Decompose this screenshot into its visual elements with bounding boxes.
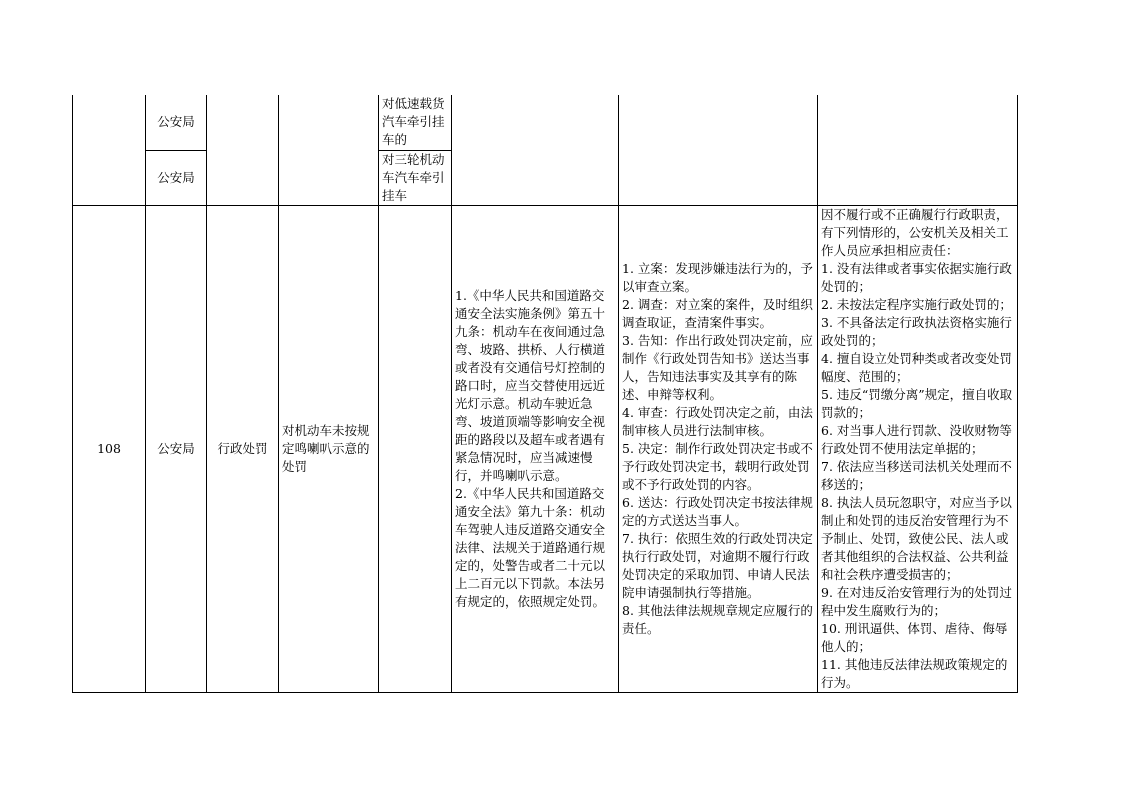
accountability-item: 11. 其他违反法律法规政策规定的行为。 — [821, 656, 1008, 690]
item-name-cell — [279, 95, 379, 205]
responsibility-item: 4. 审查：行政处罚决定之前，由法制审核人员进行法制审核。 — [622, 404, 813, 438]
accountability-item: 6. 对当事人进行罚款、没收财物等行政处罚不使用法定单据的； — [821, 422, 1012, 456]
basis-cell — [452, 95, 619, 205]
accountability-item: 5. 违反“罚缴分离”规定，擅自收取罚款的； — [821, 386, 1013, 420]
responsibility-cell — [619, 95, 818, 205]
basis-paragraph: 1.《中华人民共和国道路交通安全法实施条例》第五十九条：机动车在夜间通过急弯、坡路、拱桥、人行横道或者没有交通信号灯控制的路口时，应当交替使用远近光灯示意。机动车驶近急弯、坡道顶端等影响安全视距的路段以及超车或者遇有紧急情况时，应当减速慢行，并鸣喇叭示意。 — [455, 287, 606, 483]
category-cell — [207, 95, 279, 205]
responsibility-item: 5. 决定：制作行政处罚决定书或不予行政处罚决定书，载明行政处罚或不予行政处罚的内容。 — [622, 440, 813, 492]
table-row — [73, 95, 1018, 150]
accountability-item: 4. 擅自设立处罚种类或者改变处罚幅度、范围的； — [821, 350, 1012, 384]
number-cell — [73, 95, 146, 205]
responsibility-item: 7. 执行：依照生效的行政处罚决定执行行政处罚，对逾期不履行行政处罚决定的采取加罚、申请人民法院申请强制执行等措施。 — [622, 530, 813, 600]
number-cell: 108 — [73, 205, 146, 692]
responsibility-item: 6. 送达：行政处罚决定书按法律规定的方式送达当事人。 — [622, 494, 813, 528]
accountability-item: 3. 不具备法定行政执法资格实施行政处罚的； — [821, 314, 1012, 348]
accountability-item: 1. 没有法律或者事实依据实施行政处罚的； — [821, 260, 1012, 294]
sub-item-cell: 对低速载货汽车牵引挂车的 — [379, 95, 452, 150]
responsibility-cell — [619, 205, 818, 692]
accountability-item: 8. 执法人员玩忽职守，对应当予以制止和处罚的违反治安管理行为不予制止、处罚，致使公民、法人或者其他组织的合法权益、公共利益和社会秩序遭受损害的； — [821, 494, 1012, 582]
power-list-table — [72, 95, 1018, 693]
basis-cell — [452, 205, 619, 692]
accountability-item: 因不履行或不正确履行行政职责，有下列情形的，公安机关及相关工作人员应承担相应责任： — [821, 206, 1009, 258]
department-cell: 公安局 — [146, 205, 207, 692]
responsibility-item: 2. 调查：对立案的案件，及时组织调查取证，查清案件事实。 — [622, 296, 813, 330]
department-cell: 公安局 — [146, 95, 207, 150]
sub-item-cell — [379, 205, 452, 692]
accountability-cell — [818, 205, 1018, 692]
accountability-item: 9. 在对违反治安管理行为的处罚过程中发生腐败行为的； — [821, 584, 1012, 618]
accountability-item: 7. 依法应当移送司法机关处理而不移送的； — [821, 458, 1012, 492]
table-row — [73, 205, 1018, 692]
responsibility-item: 1. 立案：发现涉嫌违法行为的，予以审查立案。 — [622, 260, 813, 294]
basis-paragraph: 2.《中华人民共和国道路交通安全法》第九十条：机动车驾驶人违反道路交通安全法律、法规关于道路通行规定的，处警告或者二十元以上二百元以下罚款。本法另有规定的，依照规定处罚。 — [455, 485, 606, 609]
item-name-cell: 对机动车未按规定鸣喇叭示意的处罚 — [279, 205, 379, 692]
sub-item-cell: 对三轮机动车汽车牵引挂车 — [379, 150, 452, 205]
accountability-item: 2. 未按法定程序实施行政处罚的； — [821, 296, 1012, 312]
category-cell: 行政处罚 — [207, 205, 279, 692]
department-cell: 公安局 — [146, 150, 207, 205]
responsibility-item: 8. 其他法律法规规章规定应履行的责任。 — [622, 602, 813, 636]
accountability-cell — [818, 95, 1018, 205]
responsibility-item: 3. 告知：作出行政处罚决定前，应制作《行政处罚告知书》送达当事人，告知违法事实及其享有的陈述、申辩等权利。 — [622, 332, 813, 402]
accountability-item: 10. 刑讯逼供、体罚、虐待、侮辱他人的； — [821, 620, 1008, 654]
